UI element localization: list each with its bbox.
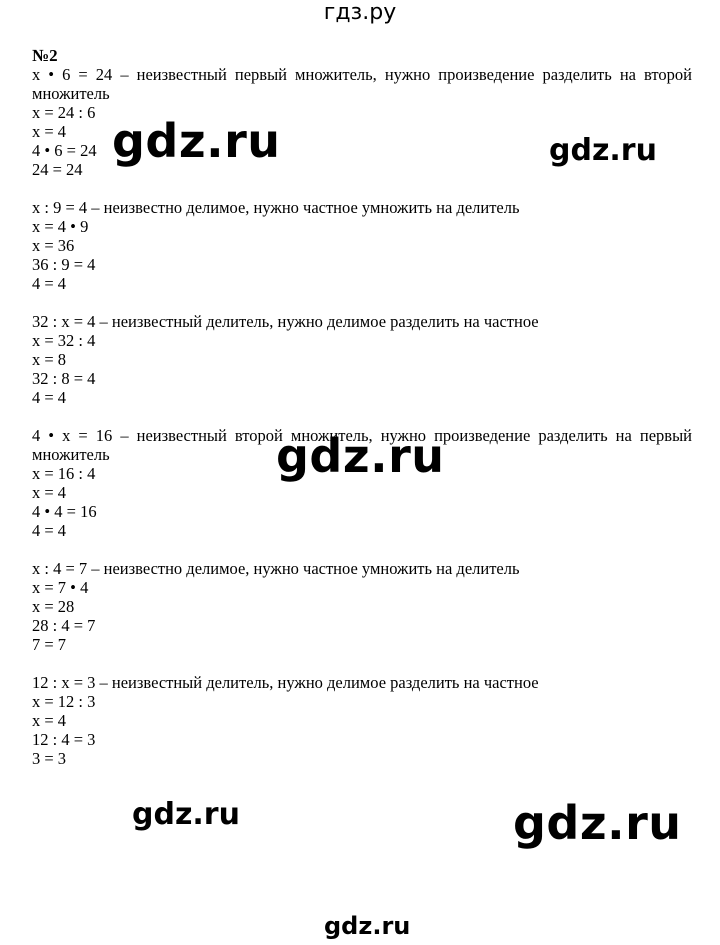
solution-step: x = 16 : 4 bbox=[32, 464, 96, 483]
equation-explanation: x : 4 = 7 – неизвестно делимое, нужно частное умножить на делитель bbox=[32, 559, 520, 578]
check-step: 4 • 4 = 16 bbox=[32, 502, 97, 521]
solution-block-3 bbox=[32, 312, 692, 407]
watermark-logo: gdz.ru bbox=[324, 912, 411, 940]
solution-step: x = 32 : 4 bbox=[32, 331, 96, 350]
check-step: 36 : 9 = 4 bbox=[32, 255, 96, 274]
check-result: 7 = 7 bbox=[32, 635, 67, 654]
solution-step: x = 12 : 3 bbox=[32, 692, 96, 711]
watermark-logo: gdz.ru bbox=[132, 797, 240, 832]
solution-step: x = 24 : 6 bbox=[32, 103, 96, 122]
check-result: 4 = 4 bbox=[32, 521, 67, 540]
solution-result: x = 28 bbox=[32, 597, 75, 616]
check-step: 32 : 8 = 4 bbox=[32, 369, 96, 388]
solution-result: x = 8 bbox=[32, 350, 67, 369]
solution-block-5 bbox=[32, 559, 692, 654]
check-result: 3 = 3 bbox=[32, 749, 67, 768]
equation-explanation: 12 : x = 3 – неизвестный делитель, нужно делимое разделить на частное bbox=[32, 673, 539, 692]
watermark-logo: gdz.ru bbox=[112, 114, 281, 168]
solution-result: x = 4 bbox=[32, 483, 67, 502]
solution-block-6 bbox=[32, 673, 692, 768]
equation-explanation: 32 : x = 4 – неизвестный делитель, нужно делимое разделить на частное bbox=[32, 312, 539, 331]
solution-step: x = 4 • 9 bbox=[32, 217, 89, 236]
check-step: 4 • 6 = 24 bbox=[32, 141, 97, 160]
equation-explanation: x • 6 = 24 – неизвестный первый множитель, нужно произведение разделить на второй множитель bbox=[32, 65, 692, 103]
watermark-logo: gdz.ru bbox=[276, 429, 445, 483]
site-header: гдз.ру bbox=[323, 0, 397, 25]
watermark-logo: gdz.ru bbox=[549, 133, 657, 168]
check-result: 4 = 4 bbox=[32, 388, 67, 407]
equation-explanation: x : 9 = 4 – неизвестно делимое, нужно частное умножить на делитель bbox=[32, 198, 520, 217]
exercise-number: №2 bbox=[32, 46, 58, 65]
watermark-logo: gdz.ru bbox=[513, 796, 682, 850]
equation-explanation: 4 • x = 16 – неизвестный второй множитель, нужно произведение разделить на первый множитель bbox=[32, 426, 692, 464]
check-step: 28 : 4 = 7 bbox=[32, 616, 96, 635]
solution-result: x = 4 bbox=[32, 711, 67, 730]
solution-result: x = 36 bbox=[32, 236, 75, 255]
solution-step: x = 7 • 4 bbox=[32, 578, 89, 597]
check-result: 4 = 4 bbox=[32, 274, 67, 293]
check-step: 12 : 4 = 3 bbox=[32, 730, 96, 749]
solution-result: x = 4 bbox=[32, 122, 67, 141]
check-result: 24 = 24 bbox=[32, 160, 83, 179]
solution-block-2 bbox=[32, 198, 692, 293]
